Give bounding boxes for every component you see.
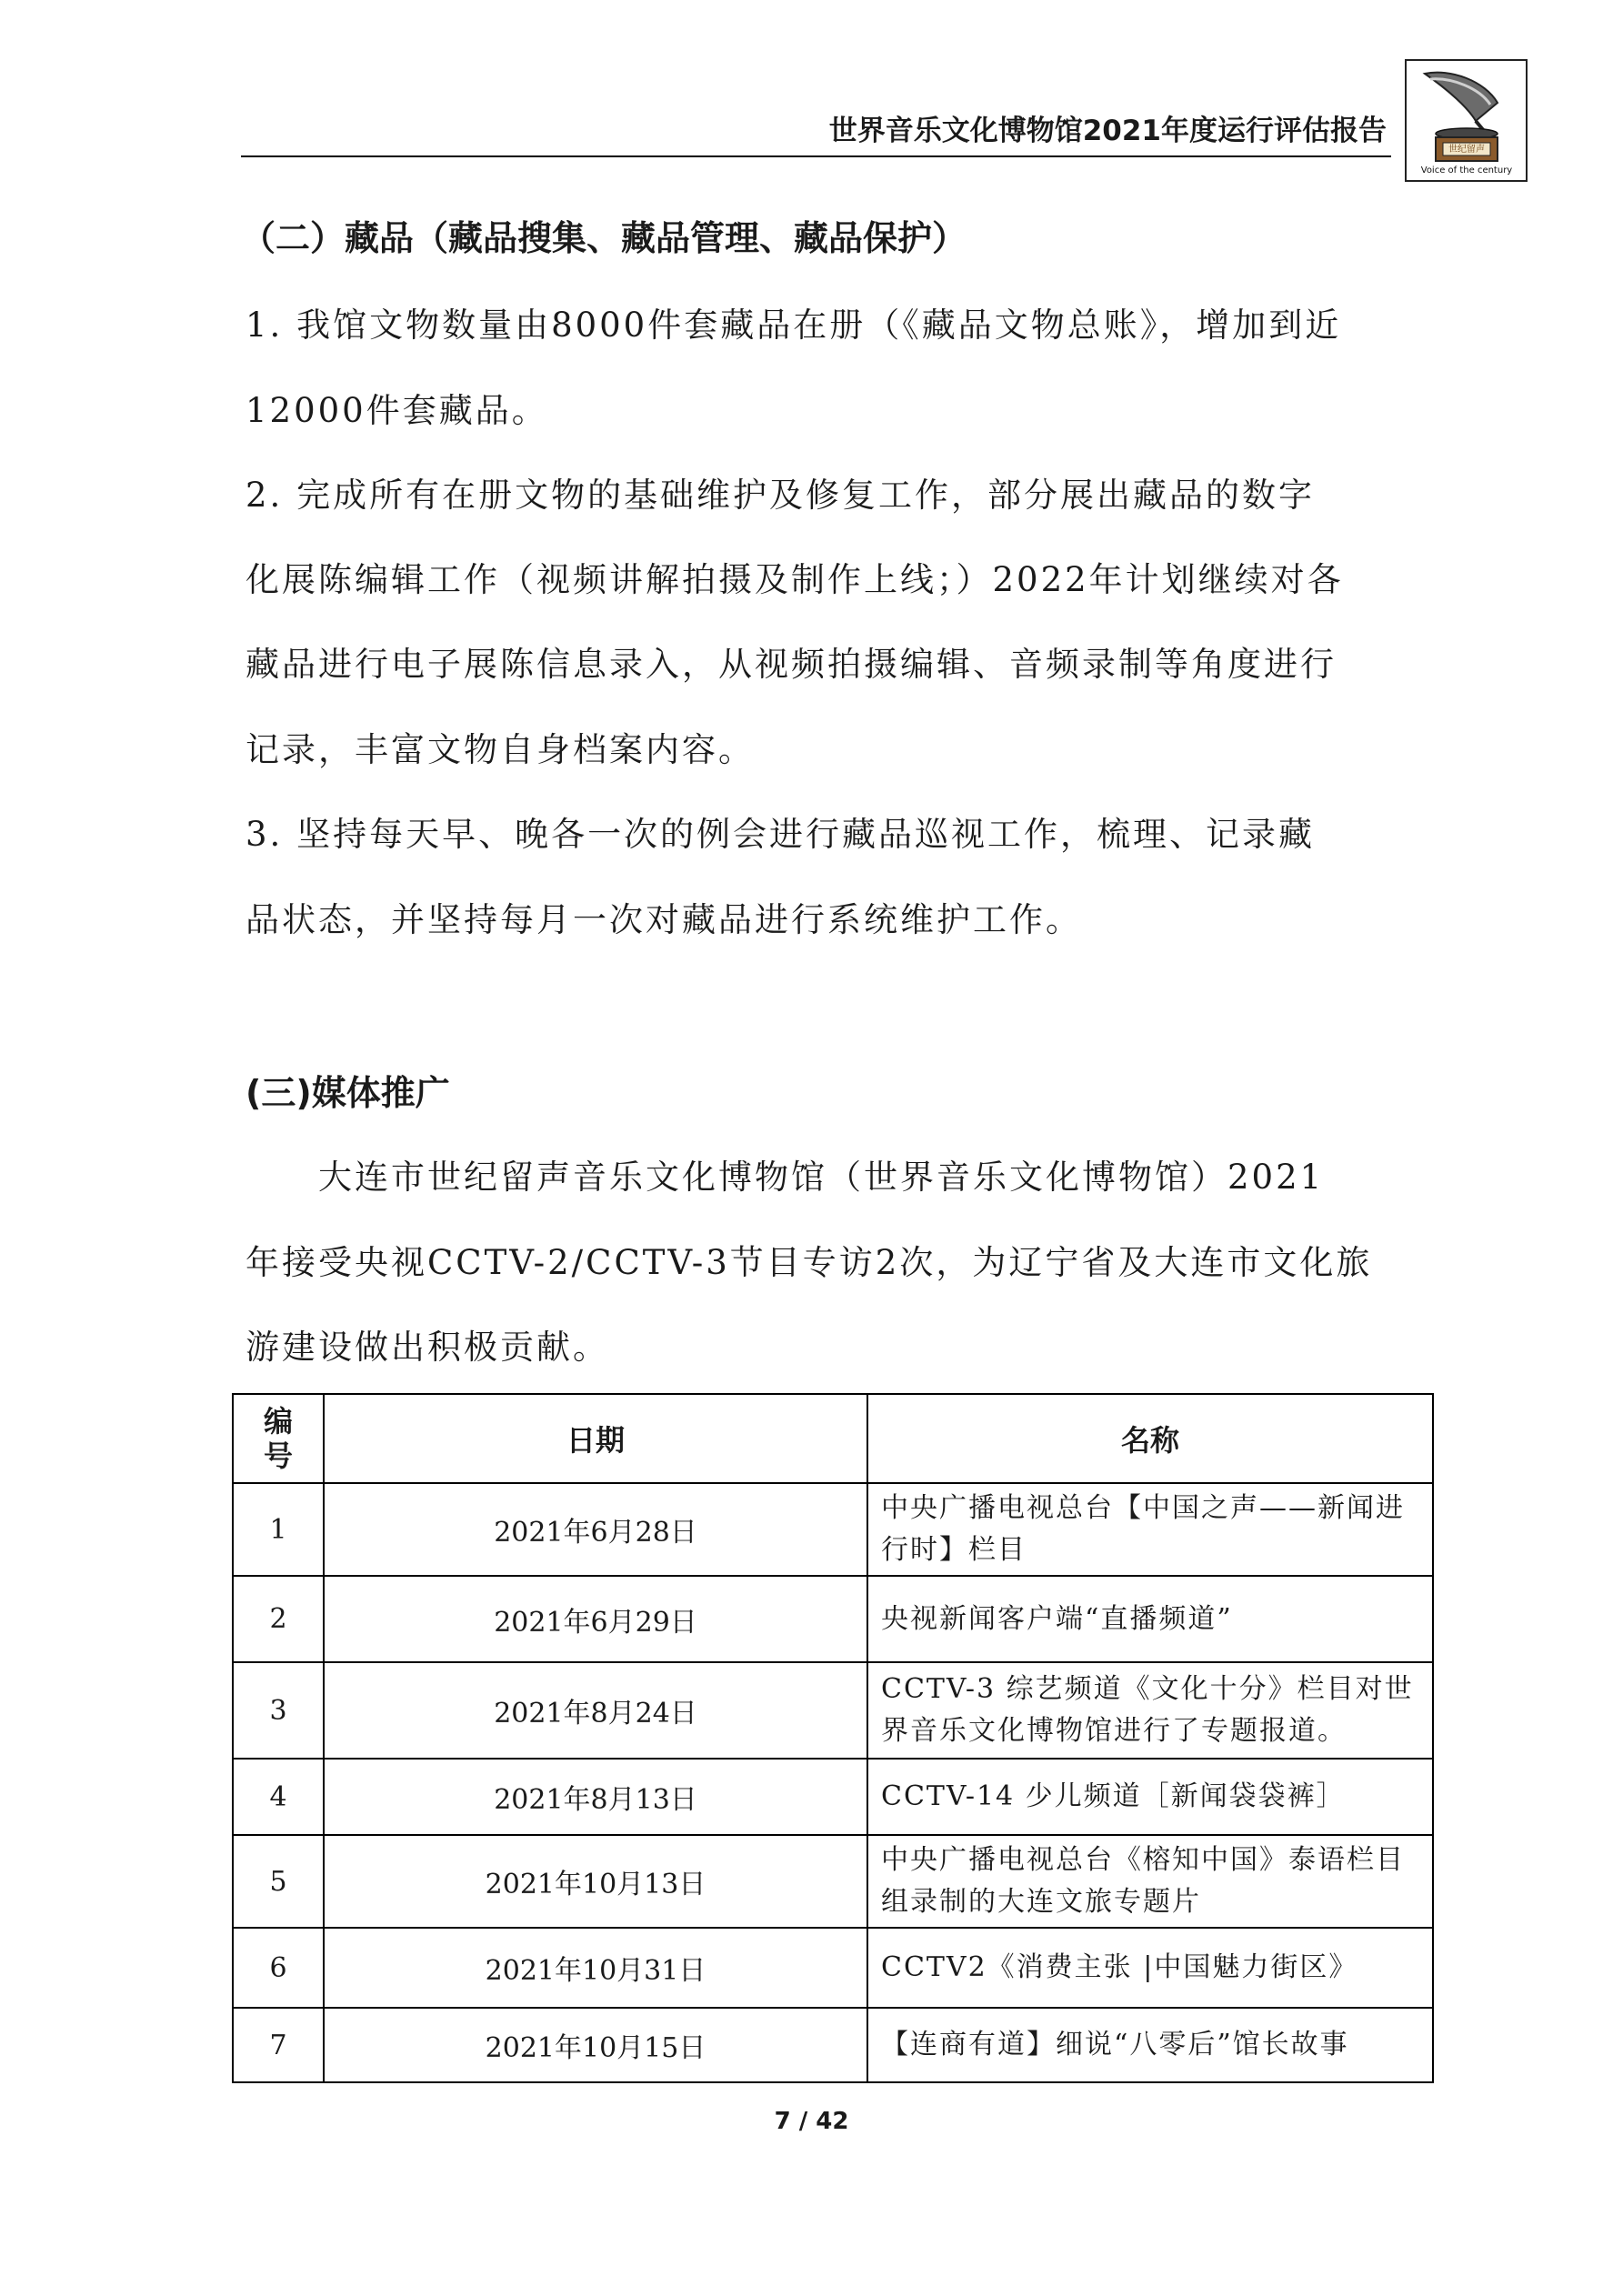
cell-name: 【连商有道】细说“八零后”馆长故事 (867, 2008, 1433, 2082)
cell-date: 2021年10月13日 (324, 1835, 867, 1928)
section-heading-collections: （二）藏品（藏品搜集、藏品管理、藏品保护） (241, 218, 967, 258)
paragraph-line: 3. 坚持每天早、晚各一次的例会进行藏品巡视工作，梳理、记录藏 (245, 815, 1316, 854)
cell-date: 2021年8月13日 (324, 1759, 867, 1835)
cell-number: 2 (233, 1576, 324, 1662)
cell-name: 中央广播电视总台【中国之声——新闻进行时】栏目 (867, 1483, 1433, 1576)
museum-logo (1405, 59, 1528, 182)
cell-number: 1 (233, 1483, 324, 1576)
paragraph-line: 藏品进行电子展陈信息录入，从视频拍摄编辑、音频录制等角度进行 (245, 645, 1337, 684)
header-title: 世界音乐文化博物馆2021年度运行评估报告 (828, 115, 1387, 147)
cell-name: 中央广播电视总台《榕知中国》泰语栏目组录制的大连文旅专题片 (867, 1835, 1433, 1928)
cell-name: CCTV-3 综艺频道《文化十分》栏目对世界音乐文化博物馆进行了专题报道。 (867, 1662, 1433, 1759)
table-row (233, 1576, 1433, 1662)
paragraph-line: 2. 完成所有在册文物的基础维护及修复工作，部分展出藏品的数字 (245, 476, 1316, 515)
cell-number: 7 (233, 2008, 324, 2082)
header-rule (241, 155, 1391, 157)
cell-name: CCTV-14 少儿频道［新闻袋袋裤］ (867, 1759, 1433, 1835)
page-number: 7 / 42 (774, 2108, 849, 2135)
table-header-row (233, 1394, 1433, 1483)
cell-date: 2021年10月15日 (324, 2008, 867, 2082)
table-row (233, 1759, 1433, 1835)
gramophone-icon (1407, 61, 1526, 180)
paragraph-line: 化展陈编辑工作（视频讲解拍摄及制作上线；）2022年计划继续对各 (245, 560, 1344, 599)
cell-number: 3 (233, 1662, 324, 1759)
table-row (233, 2008, 1433, 2082)
cell-date: 2021年8月24日 (324, 1662, 867, 1759)
paragraph-line: 12000件套藏品。 (245, 391, 548, 430)
table-row (233, 1483, 1433, 1576)
paragraph-line: 记录，丰富文物自身档案内容。 (245, 730, 755, 769)
cell-date: 2021年6月28日 (324, 1483, 867, 1576)
paragraph-line: 大连市世纪留声音乐文化博物馆（世界音乐文化博物馆）2021 (318, 1158, 1325, 1197)
paragraph-line: 年接受央视CCTV-2/CCTV-3节目专访2次，为辽宁省及大连市文化旅 (245, 1243, 1373, 1282)
table-row (233, 1835, 1433, 1928)
column-header-name: 名称 (867, 1394, 1433, 1483)
cell-number: 6 (233, 1928, 324, 2008)
cell-number: 5 (233, 1835, 324, 1928)
logo-text: 世纪留声 (1448, 145, 1485, 155)
paragraph-line: 1. 我馆文物数量由8000件套藏品在册（《藏品文物总账》，增加到近 (245, 306, 1342, 345)
cell-name: 央视新闻客户端“直播频道” (867, 1576, 1433, 1662)
paragraph-line: 游建设做出积极贡献。 (245, 1328, 609, 1367)
column-header-date: 日期 (324, 1394, 867, 1483)
table-row (233, 1928, 1433, 2008)
cell-date: 2021年10月31日 (324, 1928, 867, 2008)
media-coverage-table (232, 1393, 1434, 2083)
section-heading-media: (三)媒体推广 (245, 1073, 450, 1113)
cell-number: 4 (233, 1759, 324, 1835)
cell-name: CCTV2《消费主张 |中国魅力街区》 (867, 1928, 1433, 2008)
table-row (233, 1662, 1433, 1759)
cell-date: 2021年6月29日 (324, 1576, 867, 1662)
logo-caption: Voice of the century (1420, 165, 1513, 175)
column-header-number: 编号 (233, 1394, 324, 1483)
paragraph-line: 品状态，并坚持每月一次对藏品进行系统维护工作。 (245, 900, 1082, 939)
